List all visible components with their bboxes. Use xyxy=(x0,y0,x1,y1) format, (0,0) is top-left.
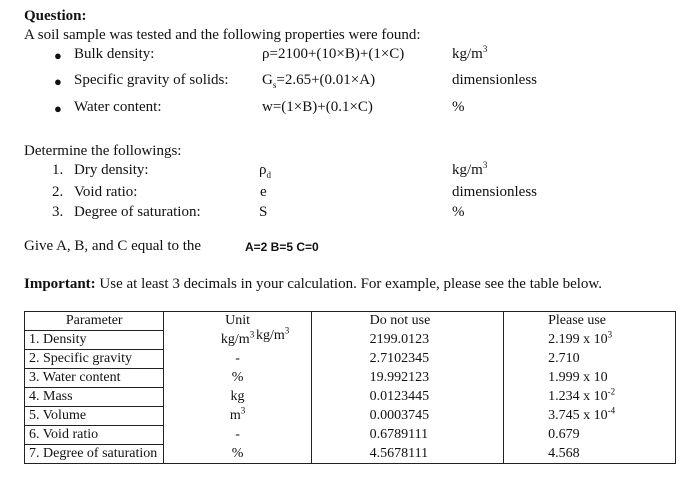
cell-please-use: 2.710 xyxy=(504,350,676,369)
property-unit: dimensionless xyxy=(452,72,537,88)
question-heading: Question: xyxy=(24,8,87,24)
cell-please-use: 4.568 xyxy=(504,445,676,464)
table-row xyxy=(25,388,676,407)
bullet-icon: ● xyxy=(54,48,62,63)
important-note xyxy=(24,276,602,293)
parameters-table xyxy=(24,311,676,464)
property-formula: ρ=2100+(10×B)+(1×C) xyxy=(262,46,405,62)
cell-do-not-use: 0.6789111 xyxy=(311,426,503,445)
give-text: Give A, B, and C equal to the xyxy=(24,238,202,254)
item-name: Dry density: xyxy=(74,162,149,178)
give-values: A=2 B=5 C=0 xyxy=(245,240,319,254)
bullet-icon: ● xyxy=(54,101,62,116)
item-symbol: $\rho_d$ xyxy=(259,162,271,180)
property-unit: $kg/m^3$ xyxy=(452,44,488,62)
cell-parameter: 2. Specific gravity xyxy=(25,350,164,369)
item-number: 1. xyxy=(52,162,64,178)
cell-please-use: 2.199 x $10^3$ xyxy=(504,331,676,350)
property-name: Water content: xyxy=(74,99,162,115)
header-unit: Unit xyxy=(164,312,311,331)
cell-parameter: 5. Volume xyxy=(25,407,164,426)
cell-unit: $m^3$ xyxy=(164,407,311,426)
table-row xyxy=(25,350,676,369)
cell-do-not-use: 19.992123 xyxy=(311,369,503,388)
cell-do-not-use: 2199.0123 xyxy=(311,331,503,350)
cell-do-not-use: 0.0123445 xyxy=(311,388,503,407)
property-unit: % xyxy=(452,99,465,115)
question-intro: A soil sample was tested and the following properties were found: xyxy=(24,27,421,43)
item-unit: % xyxy=(452,204,465,220)
property-formula: w=(1×B)+(0.1×C) xyxy=(262,99,373,115)
table-row xyxy=(25,445,676,464)
item-number: 3. xyxy=(52,204,64,220)
header-do-not-use: Do not use xyxy=(311,312,503,331)
table-header-row xyxy=(25,312,676,331)
cell-please-use: 1.234 x $10^{-2}$ xyxy=(504,388,676,407)
cell-do-not-use: 2.7102345 xyxy=(311,350,503,369)
cell-please-use: 3.745 x $10^{-4}$ xyxy=(504,407,676,426)
item-name: Void ratio: xyxy=(74,184,138,200)
item-number: 2. xyxy=(52,184,64,200)
property-name: Specific gravity of solids: xyxy=(74,72,229,88)
cell-parameter: 1. Density xyxy=(25,331,164,350)
important-label: Important: xyxy=(24,276,96,292)
cell-unit: - xyxy=(164,350,311,369)
cell-parameter: 3. Water content xyxy=(25,369,164,388)
cell-do-not-use: 0.0003745 xyxy=(311,407,503,426)
cell-unit: - xyxy=(164,426,311,445)
table-row xyxy=(25,369,676,388)
table-row xyxy=(25,331,676,350)
header-unit-density: $kg/m^3$ xyxy=(256,325,290,343)
important-text: Use at least 3 decimals in your calculation. For example, please see the table below. xyxy=(95,276,603,292)
cell-unit: % xyxy=(164,369,311,388)
property-name: Bulk density: xyxy=(74,46,155,62)
cell-parameter: 4. Mass xyxy=(25,388,164,407)
cell-unit: % xyxy=(164,445,311,464)
header-parameter: Parameter xyxy=(25,312,164,331)
property-formula: $G_s=2.65+(0.01\times A)$ xyxy=(262,72,376,90)
cell-please-use: 0.679 xyxy=(504,426,676,445)
table-row xyxy=(25,407,676,426)
table-row xyxy=(25,426,676,445)
item-symbol: S xyxy=(259,204,268,220)
bullet-icon: ● xyxy=(54,74,62,89)
header-please-use: Please use xyxy=(504,312,676,331)
cell-do-not-use: 4.5678111 xyxy=(311,445,503,464)
item-unit: $kg/m^3$ xyxy=(452,160,488,178)
cell-unit: $kg/m^3$ xyxy=(164,331,311,350)
item-symbol: e xyxy=(260,184,267,200)
cell-please-use: 1.999 x 10 xyxy=(504,369,676,388)
cell-unit: kg xyxy=(164,388,311,407)
item-unit: dimensionless xyxy=(452,184,537,200)
determine-heading: Determine the followings: xyxy=(24,143,182,159)
cell-parameter: 6. Void ratio xyxy=(25,426,164,445)
cell-parameter: 7. Degree of saturation xyxy=(25,445,164,464)
item-name: Degree of saturation: xyxy=(74,204,201,220)
